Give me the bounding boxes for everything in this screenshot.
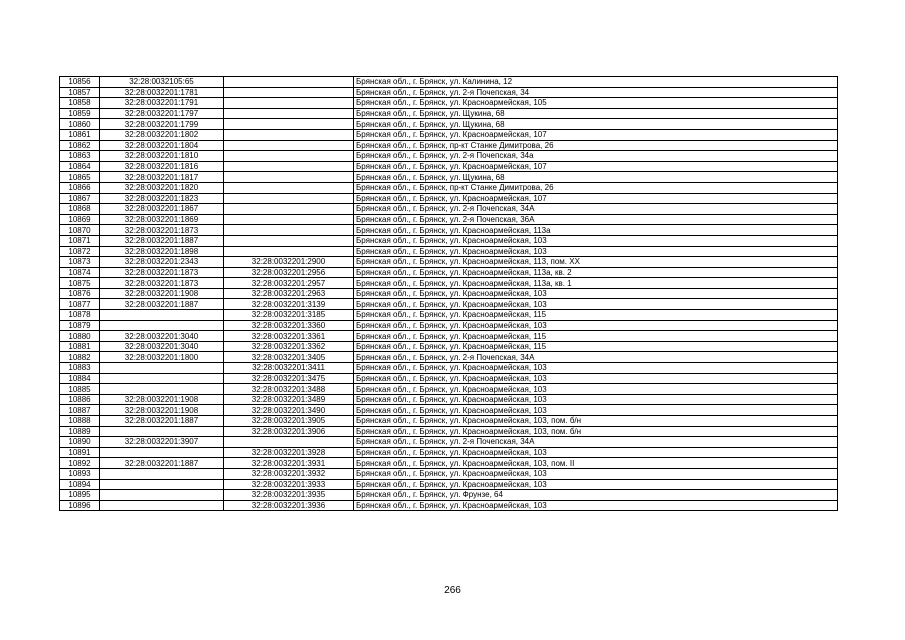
row-number-cell: 10886 xyxy=(60,394,100,405)
cadastral-number-cell: 32:28:0032201:1887 xyxy=(100,458,224,469)
table-row xyxy=(60,416,838,427)
table-row xyxy=(60,278,838,289)
row-number-cell: 10882 xyxy=(60,352,100,363)
table-row xyxy=(60,98,838,109)
row-number-cell: 10888 xyxy=(60,416,100,427)
address-cell: Брянская обл., г. Брянск, ул. Красноармейская, 103 xyxy=(354,363,838,374)
room-cadastral-number-cell xyxy=(224,87,354,98)
table-row xyxy=(60,193,838,204)
table-row xyxy=(60,225,838,236)
cadastral-number-cell xyxy=(100,426,224,437)
row-number-cell: 10896 xyxy=(60,500,100,511)
row-number-cell: 10875 xyxy=(60,278,100,289)
row-number-cell: 10857 xyxy=(60,87,100,98)
cadastral-number-cell: 32:28:0032201:1802 xyxy=(100,129,224,140)
room-cadastral-number-cell: 32:28:0032201:3936 xyxy=(224,500,354,511)
row-number-cell: 10890 xyxy=(60,437,100,448)
row-number-cell: 10872 xyxy=(60,246,100,257)
row-number-cell: 10877 xyxy=(60,299,100,310)
table-row xyxy=(60,341,838,352)
room-cadastral-number-cell: 32:28:0032201:3361 xyxy=(224,331,354,342)
room-cadastral-number-cell: 32:28:0032201:3905 xyxy=(224,416,354,427)
row-number-cell: 10864 xyxy=(60,161,100,172)
table-row xyxy=(60,161,838,172)
row-number-cell: 10863 xyxy=(60,151,100,162)
cadastral-number-cell: 32:28:0032201:1887 xyxy=(100,299,224,310)
cadastral-number-cell: 32:28:0032201:1873 xyxy=(100,267,224,278)
room-cadastral-number-cell xyxy=(224,246,354,257)
table-row xyxy=(60,405,838,416)
address-cell: Брянская обл., г. Брянск, ул. Красноармейская, 103, пом. б/н xyxy=(354,426,838,437)
address-cell: Брянская обл., г. Брянск, ул. Красноармейская, 113а, кв. 2 xyxy=(354,267,838,278)
cadastral-number-cell: 32:28:0032201:1804 xyxy=(100,140,224,151)
room-cadastral-number-cell xyxy=(224,214,354,225)
room-cadastral-number-cell: 32:28:0032201:3360 xyxy=(224,320,354,331)
cadastral-number-cell: 32:28:0032201:1800 xyxy=(100,352,224,363)
row-number-cell: 10866 xyxy=(60,182,100,193)
room-cadastral-number-cell: 32:28:0032201:3139 xyxy=(224,299,354,310)
table-row xyxy=(60,172,838,183)
row-number-cell: 10862 xyxy=(60,140,100,151)
address-cell: Брянская обл., г. Брянск, ул. Щукина, 68 xyxy=(354,172,838,183)
room-cadastral-number-cell: 32:28:0032201:3185 xyxy=(224,310,354,321)
cadastral-number-cell: 32:28:0032201:1820 xyxy=(100,182,224,193)
address-cell: Брянская обл., г. Брянск, ул. Красноармейская, 113а xyxy=(354,225,838,236)
room-cadastral-number-cell: 32:28:0032201:3489 xyxy=(224,394,354,405)
cadastral-number-cell xyxy=(100,447,224,458)
cadastral-number-cell: 32:28:0032201:3040 xyxy=(100,341,224,352)
address-cell: Брянская обл., г. Брянск, пр-кт Станке Димитрова, 26 xyxy=(354,140,838,151)
cadastral-number-cell: 32:28:0032201:3907 xyxy=(100,437,224,448)
cadastral-number-cell xyxy=(100,310,224,321)
row-number-cell: 10878 xyxy=(60,310,100,321)
cadastral-number-cell: 32:28:0032201:1898 xyxy=(100,246,224,257)
table-row xyxy=(60,129,838,140)
room-cadastral-number-cell: 32:28:0032201:2963 xyxy=(224,288,354,299)
cadastral-number-cell xyxy=(100,490,224,501)
cadastral-number-cell: 32:28:0032201:1869 xyxy=(100,214,224,225)
room-cadastral-number-cell xyxy=(224,235,354,246)
table-row xyxy=(60,363,838,374)
cadastral-number-cell: 32:28:0032201:1791 xyxy=(100,98,224,109)
room-cadastral-number-cell xyxy=(224,151,354,162)
cadastral-number-cell xyxy=(100,384,224,395)
room-cadastral-number-cell xyxy=(224,108,354,119)
row-number-cell: 10858 xyxy=(60,98,100,109)
table-row xyxy=(60,246,838,257)
table-row xyxy=(60,490,838,501)
row-number-cell: 10883 xyxy=(60,363,100,374)
row-number-cell: 10869 xyxy=(60,214,100,225)
cadastral-number-cell: 32:28:0032201:1908 xyxy=(100,394,224,405)
cadastral-number-cell: 32:28:0032201:1816 xyxy=(100,161,224,172)
address-cell: Брянская обл., г. Брянск, ул. 2-я Почепская, 34 xyxy=(354,87,838,98)
address-cell: Брянская обл., г. Брянск, ул. Красноармейская, 103 xyxy=(354,500,838,511)
address-cell: Брянская обл., г. Брянск, ул. Фрунзе, 64 xyxy=(354,490,838,501)
row-number-cell: 10887 xyxy=(60,405,100,416)
address-cell: Брянская обл., г. Брянск, ул. 2-я Почепская, 36А xyxy=(354,214,838,225)
room-cadastral-number-cell xyxy=(224,129,354,140)
cadastral-number-cell xyxy=(100,479,224,490)
address-cell: Брянская обл., г. Брянск, ул. Красноармейская, 115 xyxy=(354,341,838,352)
row-number-cell: 10876 xyxy=(60,288,100,299)
address-cell: Брянская обл., г. Брянск, ул. Красноармейская, 103 xyxy=(354,447,838,458)
address-cell: Брянская обл., г. Брянск, ул. Красноармейская, 103 xyxy=(354,405,838,416)
address-cell: Брянская обл., г. Брянск, ул. Красноармейская, 103 xyxy=(354,468,838,479)
room-cadastral-number-cell: 32:28:0032201:3488 xyxy=(224,384,354,395)
table-row xyxy=(60,151,838,162)
room-cadastral-number-cell: 32:28:0032201:2957 xyxy=(224,278,354,289)
address-cell: Брянская обл., г. Брянск, пр-кт Станке Димитрова, 26 xyxy=(354,182,838,193)
table-row xyxy=(60,352,838,363)
cadastral-number-cell xyxy=(100,373,224,384)
row-number-cell: 10867 xyxy=(60,193,100,204)
table-row xyxy=(60,87,838,98)
table-row xyxy=(60,426,838,437)
room-cadastral-number-cell xyxy=(224,98,354,109)
table-row xyxy=(60,437,838,448)
row-number-cell: 10860 xyxy=(60,119,100,130)
row-number-cell: 10893 xyxy=(60,468,100,479)
table-row xyxy=(60,235,838,246)
address-cell: Брянская обл., г. Брянск, ул. 2-я Почепская, 34А xyxy=(354,437,838,448)
cadastral-number-cell: 32:28:0032201:3040 xyxy=(100,331,224,342)
address-cell: Брянская обл., г. Брянск, ул. Красноармейская, 113а, кв. 1 xyxy=(354,278,838,289)
cadastral-number-cell: 32:28:0032201:1887 xyxy=(100,416,224,427)
table-row xyxy=(60,479,838,490)
cadastral-number-cell: 32:28:0032201:1781 xyxy=(100,87,224,98)
address-cell: Брянская обл., г. Брянск, ул. Красноармейская, 103 xyxy=(354,288,838,299)
table-row xyxy=(60,267,838,278)
table-row xyxy=(60,140,838,151)
table-row xyxy=(60,394,838,405)
address-cell: Брянская обл., г. Брянск, ул. Красноармейская, 105 xyxy=(354,98,838,109)
address-cell: Брянская обл., г. Брянск, ул. 2-я Почепская, 34А xyxy=(354,352,838,363)
address-cell: Брянская обл., г. Брянск, ул. 2-я Почепская, 34а xyxy=(354,151,838,162)
address-cell: Брянская обл., г. Брянск, ул. Красноармейская, 103 xyxy=(354,373,838,384)
row-number-cell: 10870 xyxy=(60,225,100,236)
table-row xyxy=(60,331,838,342)
table-row xyxy=(60,108,838,119)
cadastral-number-cell: 32:28:0032201:1908 xyxy=(100,405,224,416)
cadastral-number-cell: 32:28:0032201:1797 xyxy=(100,108,224,119)
address-cell: Брянская обл., г. Брянск, ул. Красноармейская, 113, пом. XX xyxy=(354,257,838,268)
cadastral-number-cell xyxy=(100,500,224,511)
room-cadastral-number-cell: 32:28:0032201:3362 xyxy=(224,341,354,352)
room-cadastral-number-cell: 32:28:0032201:3935 xyxy=(224,490,354,501)
cadastral-number-cell: 32:28:0032201:1823 xyxy=(100,193,224,204)
row-number-cell: 10895 xyxy=(60,490,100,501)
address-cell: Брянская обл., г. Брянск, ул. Красноармейская, 103, пом. II xyxy=(354,458,838,469)
row-number-cell: 10879 xyxy=(60,320,100,331)
table-row xyxy=(60,500,838,511)
table-row xyxy=(60,257,838,268)
address-cell: Брянская обл., г. Брянск, ул. Красноармейская, 103 xyxy=(354,479,838,490)
cadastral-number-cell: 32:28:0032201:1887 xyxy=(100,235,224,246)
table-row xyxy=(60,204,838,215)
room-cadastral-number-cell: 32:28:0032201:3928 xyxy=(224,447,354,458)
cadastral-number-cell: 32:28:0032201:2343 xyxy=(100,257,224,268)
row-number-cell: 10856 xyxy=(60,77,100,88)
table-row xyxy=(60,299,838,310)
address-cell: Брянская обл., г. Брянск, ул. Щукина, 68 xyxy=(354,108,838,119)
room-cadastral-number-cell xyxy=(224,204,354,215)
table-row xyxy=(60,320,838,331)
address-cell: Брянская обл., г. Брянск, ул. Щукина, 68 xyxy=(354,119,838,130)
cadastral-number-cell xyxy=(100,363,224,374)
room-cadastral-number-cell: 32:28:0032201:3405 xyxy=(224,352,354,363)
cadastral-number-cell: 32:28:0032201:1810 xyxy=(100,151,224,162)
address-cell: Брянская обл., г. Брянск, ул. Калинина, 12 xyxy=(354,77,838,88)
table-row xyxy=(60,458,838,469)
table-row xyxy=(60,373,838,384)
address-cell: Брянская обл., г. Брянск, ул. Красноармейская, 107 xyxy=(354,193,838,204)
table-row xyxy=(60,447,838,458)
room-cadastral-number-cell: 32:28:0032201:2900 xyxy=(224,257,354,268)
table-row xyxy=(60,119,838,130)
room-cadastral-number-cell: 32:28:0032201:3933 xyxy=(224,479,354,490)
cadastral-number-cell: 32:28:0032201:1817 xyxy=(100,172,224,183)
address-cell: Брянская обл., г. Брянск, ул. Красноармейская, 107 xyxy=(354,129,838,140)
cadastral-number-cell: 32:28:0032105:65 xyxy=(100,77,224,88)
room-cadastral-number-cell xyxy=(224,437,354,448)
row-number-cell: 10881 xyxy=(60,341,100,352)
cadastral-number-cell: 32:28:0032201:1873 xyxy=(100,278,224,289)
room-cadastral-number-cell: 32:28:0032201:3931 xyxy=(224,458,354,469)
row-number-cell: 10859 xyxy=(60,108,100,119)
row-number-cell: 10861 xyxy=(60,129,100,140)
address-cell: Брянская обл., г. Брянск, ул. Красноармейская, 103 xyxy=(354,235,838,246)
row-number-cell: 10868 xyxy=(60,204,100,215)
address-cell: Брянская обл., г. Брянск, ул. Красноармейская, 107 xyxy=(354,161,838,172)
page-number: 266 xyxy=(444,585,461,596)
room-cadastral-number-cell: 32:28:0032201:2956 xyxy=(224,267,354,278)
cadastral-number-cell xyxy=(100,468,224,479)
row-number-cell: 10891 xyxy=(60,447,100,458)
room-cadastral-number-cell xyxy=(224,172,354,183)
room-cadastral-number-cell xyxy=(224,161,354,172)
row-number-cell: 10873 xyxy=(60,257,100,268)
row-number-cell: 10871 xyxy=(60,235,100,246)
address-cell: Брянская обл., г. Брянск, ул. Красноармейская, 115 xyxy=(354,310,838,321)
cadastral-number-cell: 32:28:0032201:1867 xyxy=(100,204,224,215)
table-row xyxy=(60,468,838,479)
table-row xyxy=(60,77,838,88)
address-cell: Брянская обл., г. Брянск, ул. 2-я Почепская, 34А xyxy=(354,204,838,215)
room-cadastral-number-cell: 32:28:0032201:3411 xyxy=(224,363,354,374)
row-number-cell: 10880 xyxy=(60,331,100,342)
address-cell: Брянская обл., г. Брянск, ул. Красноармейская, 103 xyxy=(354,246,838,257)
room-cadastral-number-cell: 32:28:0032201:3932 xyxy=(224,468,354,479)
room-cadastral-number-cell: 32:28:0032201:3906 xyxy=(224,426,354,437)
row-number-cell: 10865 xyxy=(60,172,100,183)
row-number-cell: 10894 xyxy=(60,479,100,490)
table-row xyxy=(60,384,838,395)
address-cell: Брянская обл., г. Брянск, ул. Красноармейская, 115 xyxy=(354,331,838,342)
row-number-cell: 10885 xyxy=(60,384,100,395)
room-cadastral-number-cell xyxy=(224,182,354,193)
room-cadastral-number-cell xyxy=(224,119,354,130)
address-cell: Брянская обл., г. Брянск, ул. Красноармейская, 103 xyxy=(354,299,838,310)
row-number-cell: 10892 xyxy=(60,458,100,469)
room-cadastral-number-cell: 32:28:0032201:3490 xyxy=(224,405,354,416)
cadastral-number-cell: 32:28:0032201:1799 xyxy=(100,119,224,130)
row-number-cell: 10889 xyxy=(60,426,100,437)
table-row xyxy=(60,214,838,225)
room-cadastral-number-cell xyxy=(224,77,354,88)
registry-table xyxy=(59,76,838,511)
cadastral-number-cell xyxy=(100,320,224,331)
row-number-cell: 10884 xyxy=(60,373,100,384)
table-row xyxy=(60,310,838,321)
room-cadastral-number-cell xyxy=(224,225,354,236)
registry-table-body xyxy=(60,77,838,511)
room-cadastral-number-cell: 32:28:0032201:3475 xyxy=(224,373,354,384)
table-row xyxy=(60,288,838,299)
row-number-cell: 10874 xyxy=(60,267,100,278)
address-cell: Брянская обл., г. Брянск, ул. Красноармейская, 103 xyxy=(354,384,838,395)
address-cell: Брянская обл., г. Брянск, ул. Красноармейская, 103, пом. б/н xyxy=(354,416,838,427)
address-cell: Брянская обл., г. Брянск, ул. Красноармейская, 103 xyxy=(354,320,838,331)
table-row xyxy=(60,182,838,193)
room-cadastral-number-cell xyxy=(224,140,354,151)
cadastral-number-cell: 32:28:0032201:1873 xyxy=(100,225,224,236)
room-cadastral-number-cell xyxy=(224,193,354,204)
cadastral-number-cell: 32:28:0032201:1908 xyxy=(100,288,224,299)
address-cell: Брянская обл., г. Брянск, ул. Красноармейская, 103 xyxy=(354,394,838,405)
